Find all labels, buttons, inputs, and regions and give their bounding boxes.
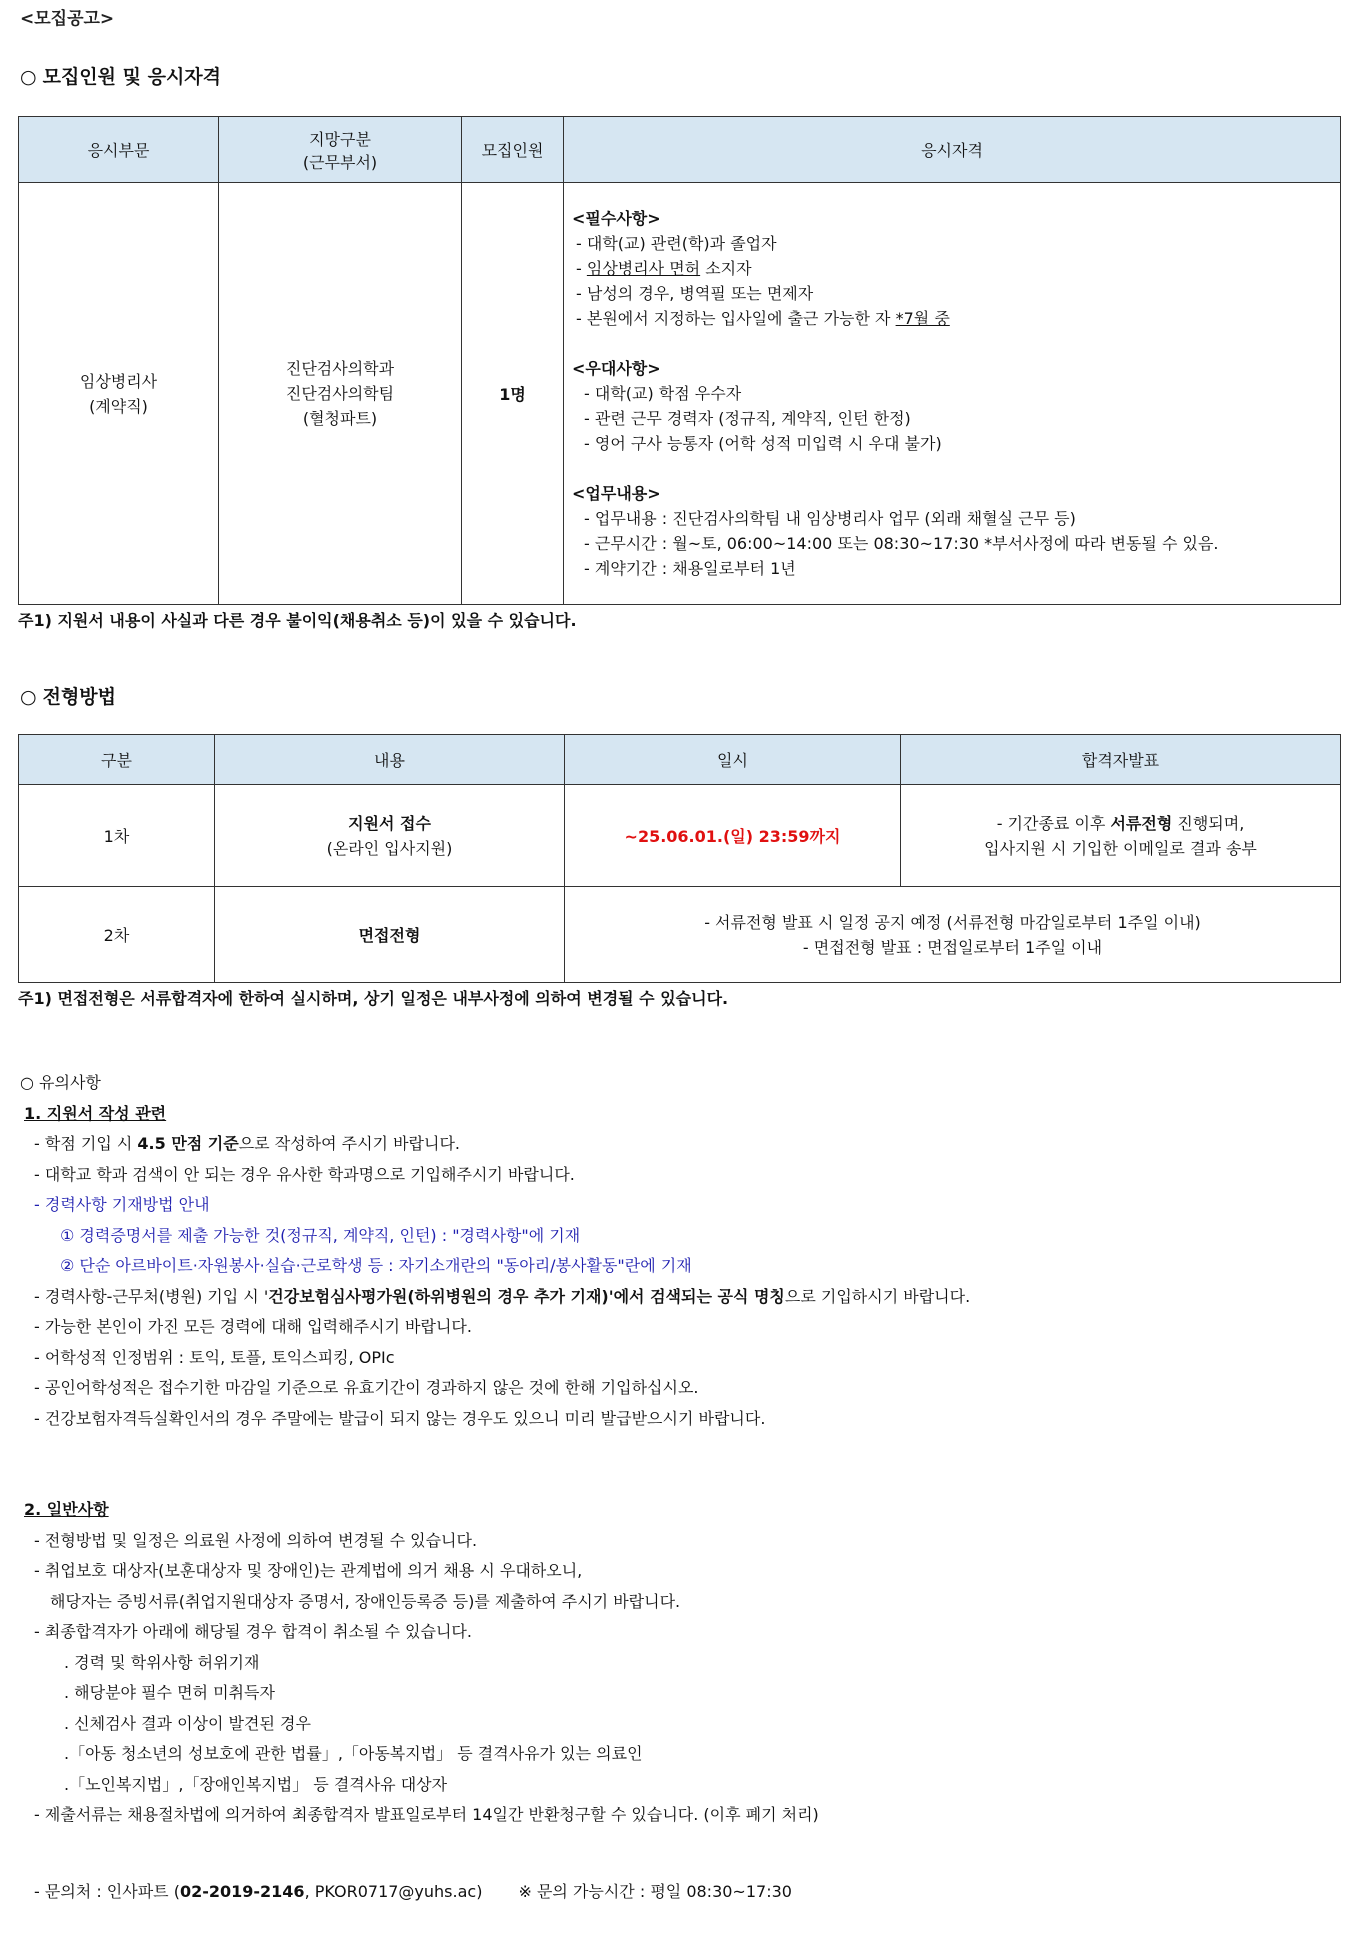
announcement-line-1: - 기간종료 이후 서류전형 진행되며, (996, 813, 1245, 833)
table-row (19, 183, 1341, 605)
col-header-content: 내용 (215, 735, 565, 785)
interview-info-line-1: - 서류전형 발표 시 일정 공지 예정 (서류전형 마감일로부터 1주일 이내) (704, 912, 1201, 932)
announcement-line-2: 입사지원 시 기입한 이메일로 결과 송부 (984, 838, 1257, 858)
note-line: - 어학성적 인정범위 : 토익, 토플, 토익스피킹, OPIc (34, 1347, 395, 1367)
preferred-item: - 대학(교) 학점 우수자 (584, 384, 742, 403)
duty-item: - 업무내용 : 진단검사의학팀 내 임상병리사 업무 (외래 채혈실 근무 등) (584, 509, 1076, 528)
announcement-cell (901, 785, 1341, 887)
interview-info-line-2: - 면접전형 발표 : 면접일로부터 1주일 이내 (802, 937, 1103, 957)
duty-item: - 계약기간 : 채용일로부터 1년 (584, 559, 796, 578)
section2-footnote: 주1) 면접전형은 서류합격자에 한하여 실시하며, 상기 일정은 내부사정에 의하여 변경될 수 있습니다. (18, 989, 729, 1008)
col-header-position: 응시부문 (19, 117, 219, 183)
col-header-stage: 구분 (19, 735, 215, 785)
note-line: - 학점 기입 시 4.5 만점 기준으로 작성하여 주시기 바랍니다. (34, 1134, 460, 1153)
note-line: - 공인어학성적은 접수기한 마감일 기준으로 유효기간이 경과하지 않은 것에 한해 기입하십시오. (34, 1378, 699, 1397)
section2-title-text: 전형방법 (42, 686, 117, 708)
required-item: - 대학(교) 관련(학)과 졸업자 (576, 234, 777, 253)
note-line: - 제출서류는 채용절차법에 의거하여 최종합격자 발표일로부터 14일간 반환청구할 수 있습니다. (이후 폐기 처리) (34, 1805, 819, 1824)
notes-sub2-title: 2. 일반사항 (24, 1500, 109, 1519)
interview-info-cell (565, 887, 1341, 983)
notes-section (20, 1068, 1340, 1907)
circle-bullet-icon: ○ (20, 686, 37, 708)
contact-phone: 02-2019-2146 (179, 1881, 305, 1901)
note-line: - 건강보험자격득실확인서의 경우 주말에는 발급이 되지 않는 경우도 있으니 미리 발급받으시기 바랍니다. (34, 1408, 766, 1428)
note-subitem: . 신체검사 결과 이상이 발견된 경우 (64, 1713, 311, 1733)
section-title-selection (20, 682, 116, 709)
headcount-cell: 1명 (462, 183, 564, 605)
department-line-2: 진단검사의학팀 (285, 384, 395, 403)
notice-header-label: <모집공고> (20, 9, 115, 29)
stage-cell: 2차 (19, 887, 215, 983)
stage-cell: 1차 (19, 785, 215, 887)
department-cell (219, 183, 462, 605)
note-line: 해당자는 증빙서류(취업지원대상자 증명서, 장애인등록증 등)를 제출하여 주시기 바랍니다. (50, 1591, 681, 1611)
col-header-announcement: 합격자발표 (901, 735, 1341, 785)
notes-title: ○ 유의사항 (20, 1073, 101, 1092)
col-header-date: 일시 (565, 735, 901, 785)
preferred-item: - 관련 근무 경력자 (정규직, 계약직, 인턴 한정) (584, 409, 911, 428)
contact-line: - 문의처 : 인사파트 (02-2019-2146, PKOR0717@yuhs.ac) ※ 문의 가능시간 : 평일 08:30~17:30 (34, 1881, 792, 1901)
qualification-cell (564, 183, 1341, 605)
position-name: 임상병리사 (79, 371, 158, 391)
col-header-headcount: 모집인원 (462, 117, 564, 183)
qualification-table (18, 116, 1341, 605)
col-header-department: 지망구분 (근무부서) (219, 117, 462, 183)
note-subitem: .「노인복지법」,「장애인복지법」 등 결격사유 대상자 (64, 1774, 448, 1794)
date-cell: ~25.06.01.(일) 23:59까지 (565, 785, 901, 887)
required-item: - 본원에서 지정하는 입사일에 출근 가능한 자 *7월 중 (576, 309, 950, 328)
duty-item: - 근무시간 : 월~토, 06:00~14:00 또는 08:30~17:30 *부서사정에 따라 변동될 수 있음. (584, 534, 1219, 553)
preferred-title: <우대사항> (572, 359, 661, 378)
section1-title-text: 모집인원 및 응시자격 (42, 66, 222, 88)
position-type: (계약직) (89, 396, 148, 416)
note-line-highlight: ① 경력증명서를 제출 가능한 것(정규직, 계약직, 인턴) : "경력사항"에 기재 (60, 1225, 581, 1245)
content-cell (215, 785, 565, 887)
note-line-highlight: ② 단순 아르바이트·자원봉사·실습·근로학생 등 : 자기소개란의 "동아리/봉사활동"란에 기재 (60, 1256, 692, 1275)
department-line-1: 진단검사의학과 (285, 359, 395, 378)
selection-table (18, 734, 1341, 983)
notes-sub1-title: 1. 지원서 작성 관련 (24, 1103, 167, 1123)
department-line-3: (혈청파트) (302, 409, 378, 428)
required-item: - 남성의 경우, 병역필 또는 면제자 (576, 284, 814, 303)
note-line: - 대학교 학과 검색이 안 되는 경우 유사한 학과명으로 기입해주시기 바랍니다. (34, 1164, 575, 1184)
content-cell: 면접전형 (215, 887, 565, 983)
position-cell (19, 183, 219, 605)
table-row (19, 785, 1341, 887)
table-header-row (19, 117, 1341, 183)
circle-bullet-icon: ○ (20, 66, 37, 88)
note-subitem: . 해당분야 필수 면허 미취득자 (64, 1683, 275, 1702)
duty-title: <업무내용> (572, 484, 661, 503)
required-title: <필수사항> (572, 209, 661, 228)
col-header-qualification: 응시자격 (564, 117, 1341, 183)
note-line: - 취업보호 대상자(보훈대상자 및 장애인)는 관계법에 의거 채용 시 우대하오니, (34, 1561, 583, 1580)
required-item: - 임상병리사 면허 소지자 (576, 259, 752, 278)
preferred-item: - 영어 구사 능통자 (어학 성적 미입력 시 우대 불가) (584, 434, 942, 453)
table-header-row (19, 735, 1341, 785)
content-subtitle: (온라인 입사지원) (326, 838, 453, 858)
section1-footnote: 주1) 지원서 내용이 사실과 다른 경우 불이익(채용취소 등)이 있을 수 있습니다. (18, 611, 577, 630)
note-line: - 경력사항-근무처(병원) 기입 시 '건강보험심사평가원(하위병원의 경우 추가 기재)'에서 검색되는 공식 명칭으로 기입하시기 바랍니다. (34, 1286, 971, 1306)
contact-hours: ※ 문의 가능시간 : 평일 08:30~17:30 (518, 1881, 792, 1901)
note-line-highlight: - 경력사항 기재방법 안내 (34, 1195, 210, 1214)
note-line: - 최종합격자가 아래에 해당될 경우 합격이 취소될 수 있습니다. (34, 1622, 472, 1641)
note-subitem: .「아동 청소년의 성보호에 관한 법률」,「아동복지법」 등 결격사유가 있는 의료인 (64, 1744, 643, 1763)
note-line: - 전형방법 및 일정은 의료원 사정에 의하여 변경될 수 있습니다. (34, 1530, 478, 1550)
content-title: 지원서 접수 (348, 813, 431, 833)
table-row (19, 887, 1341, 983)
note-subitem: . 경력 및 학위사항 허위기재 (64, 1652, 260, 1672)
section-title-qualifications (20, 62, 221, 89)
note-line: - 가능한 본인이 가진 모든 경력에 대해 입력해주시기 바랍니다. (34, 1317, 472, 1336)
